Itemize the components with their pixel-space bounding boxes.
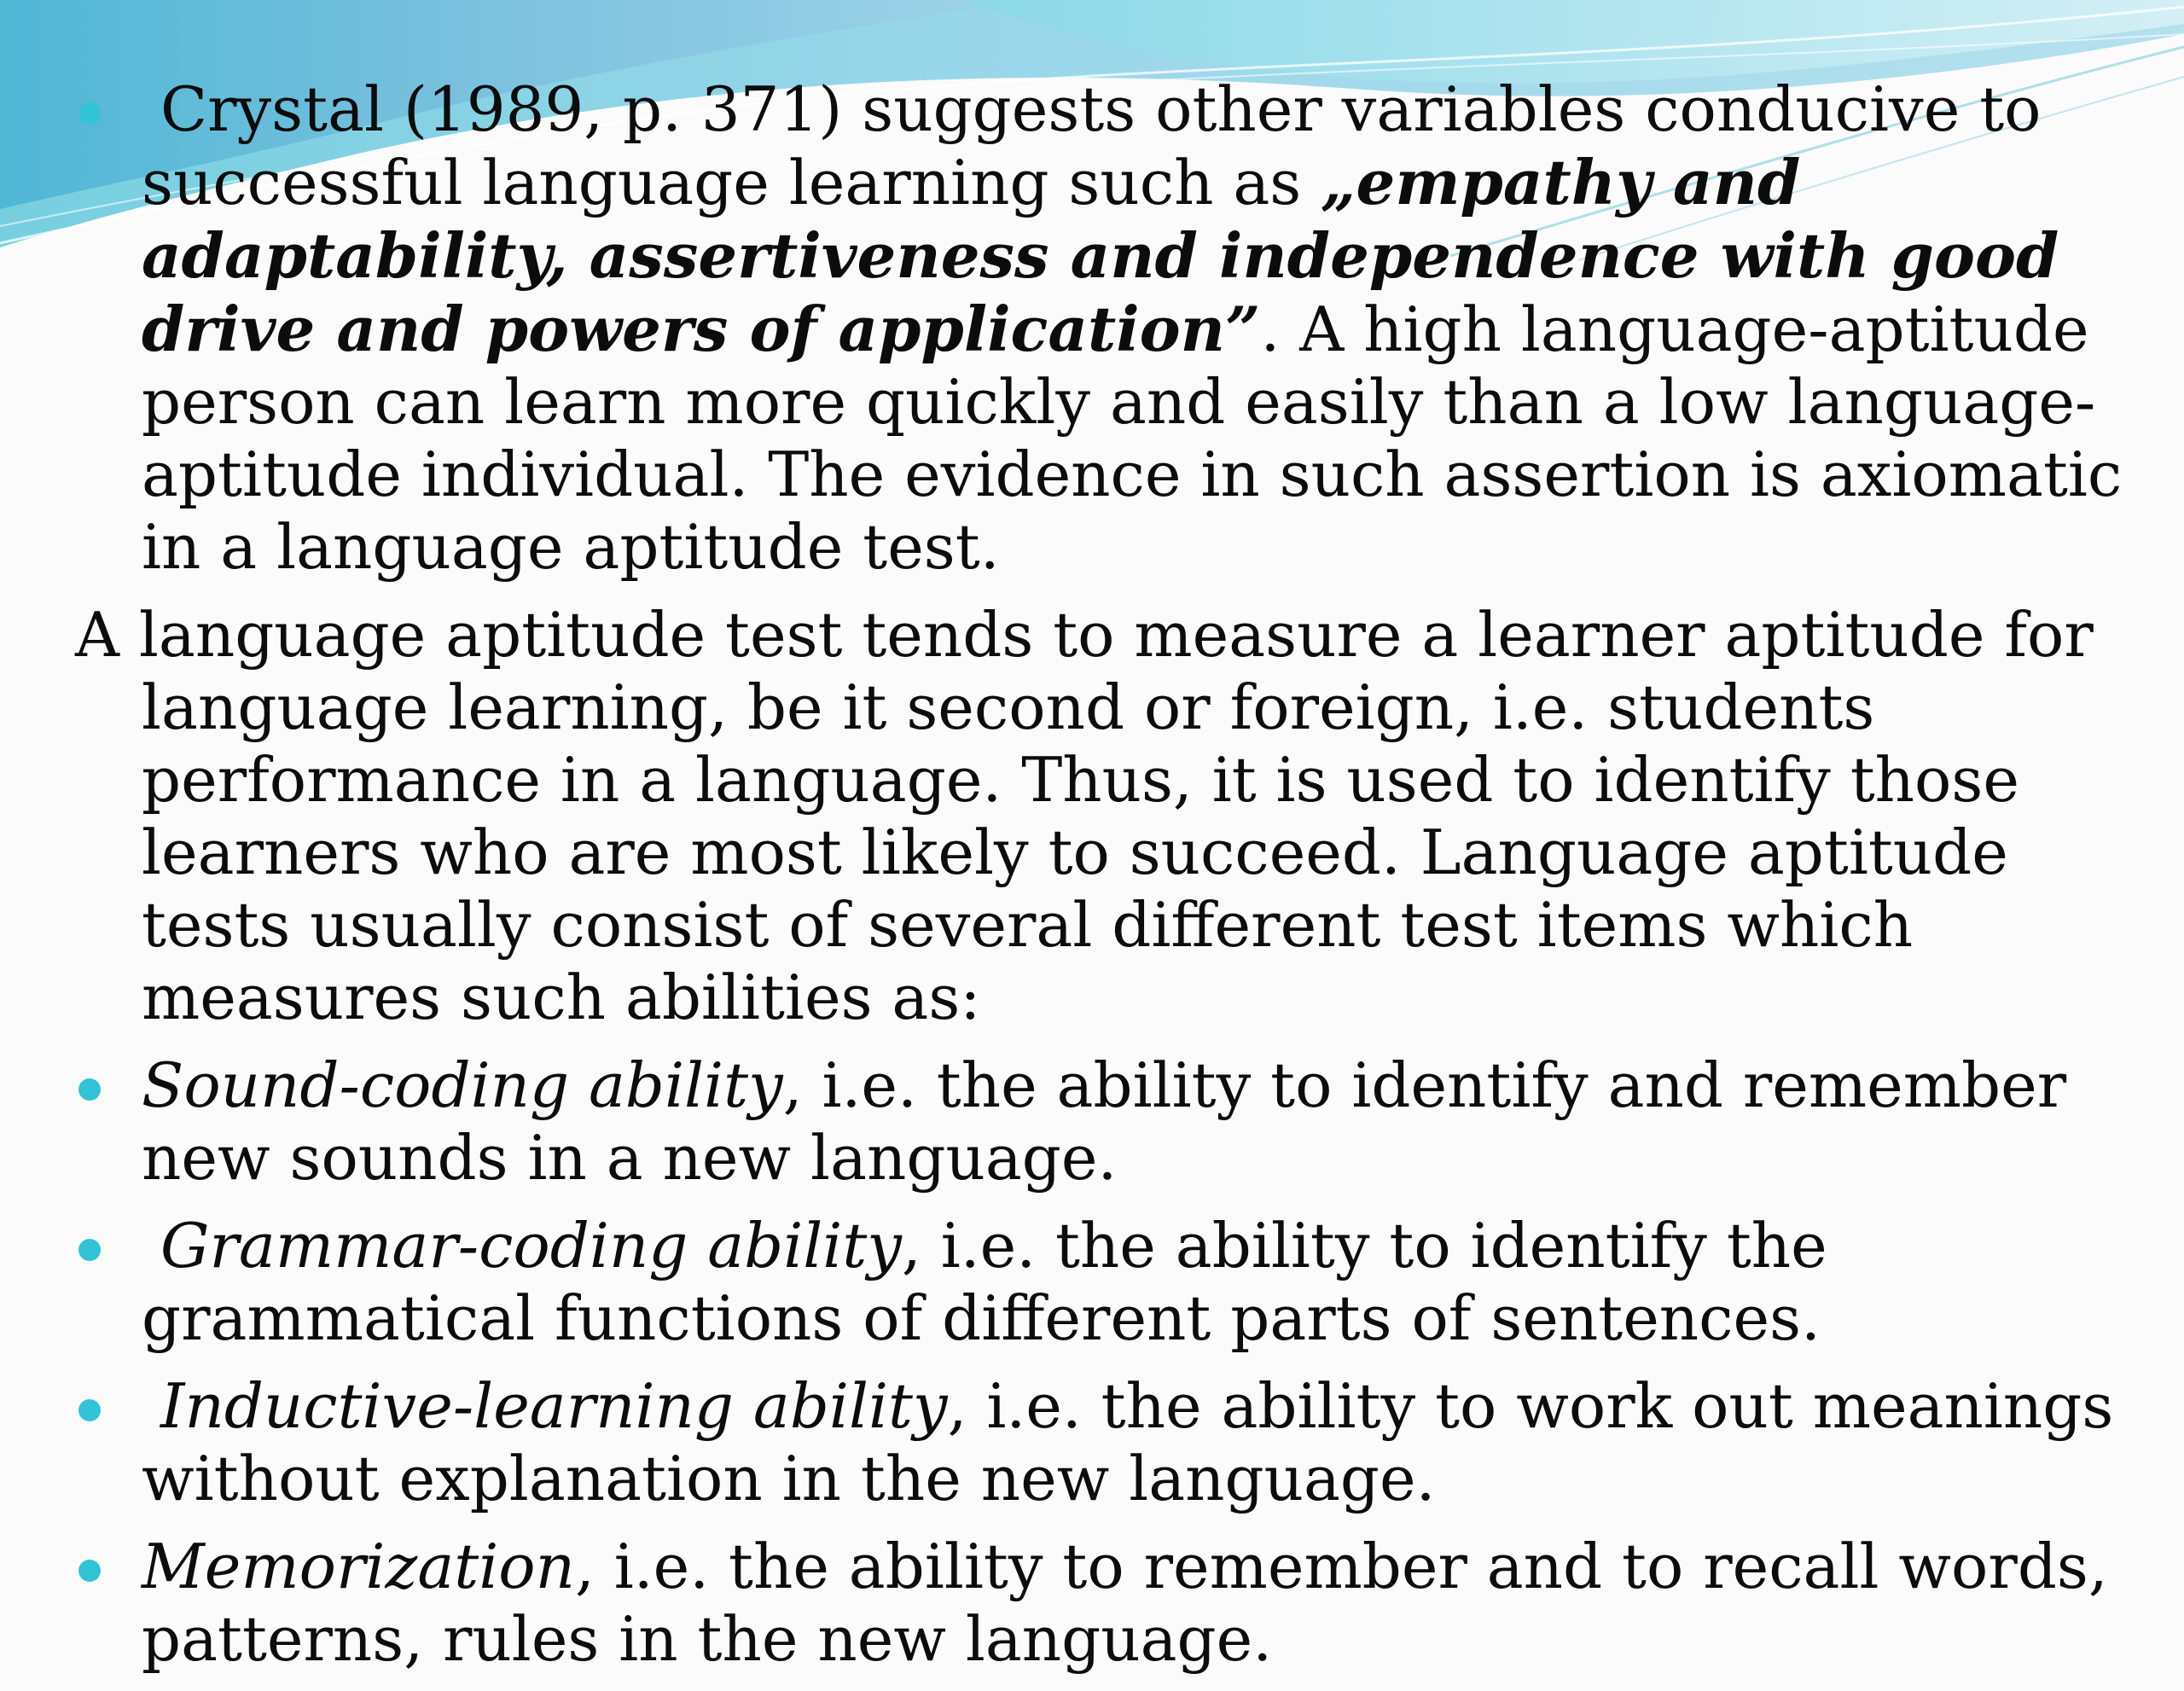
ability-term: Inductive-learning ability: [160, 1370, 948, 1442]
teal-dot-icon: [78, 1399, 101, 1421]
ability-description: , i.e. the ability to identify and remember new sounds in a new language.: [142, 1049, 2067, 1194]
item-emphasis-text: „empathy and adaptability, assertiveness and independence with good drive and powers of application”: [142, 146, 2059, 365]
teal-dot-icon: [78, 1239, 101, 1261]
item-tail-text: . A high language-aptitude person can learn more quickly and easily than a low language-aptitude individual. The evidence in such assertion is axiomatic in a language aptitude test.: [142, 293, 2123, 583]
ability-description: , i.e. the ability to identify the grammatical functions of different parts of sentences.: [142, 1210, 1827, 1354]
bullet-item-inductive-learning: [75, 1370, 2131, 1515]
aptitude-test-paragraph: A language aptitude test tends to measure a learner aptitude for language learning, be it second or foreign, i.e. students performance in a language. Thus, it is used to identify those learners who are most likely to succeed. Language aptitude tests usually consist of several different test items which measures such abilities as:: [75, 599, 2094, 1033]
ability-description: , i.e. the ability to remember and to recall words, patterns, rules in the new language.: [142, 1531, 2108, 1675]
bullet-item-sound-coding: [75, 1049, 2131, 1194]
ability-term: Grammar-coding ability: [160, 1210, 902, 1281]
ability-term: Sound-coding ability: [142, 1049, 783, 1121]
slide-body: [75, 73, 2131, 1691]
ability-description: , i.e. the ability to work out meanings without explanation in the new language.: [142, 1370, 2114, 1514]
bullet-item-grammar-coding: [75, 1210, 2131, 1355]
teal-dot-icon: [78, 102, 101, 125]
ability-term: Memorization: [142, 1531, 575, 1602]
bullet-item-memorization: [75, 1531, 2131, 1676]
bullet-item-crystal: [75, 73, 2131, 584]
teal-dot-icon: [78, 1078, 101, 1101]
teal-dot-icon: [78, 1560, 101, 1582]
item-lead-text: Crystal (1989, p. 371) suggests other variables conducive to successful language learning such as: [142, 73, 2042, 218]
